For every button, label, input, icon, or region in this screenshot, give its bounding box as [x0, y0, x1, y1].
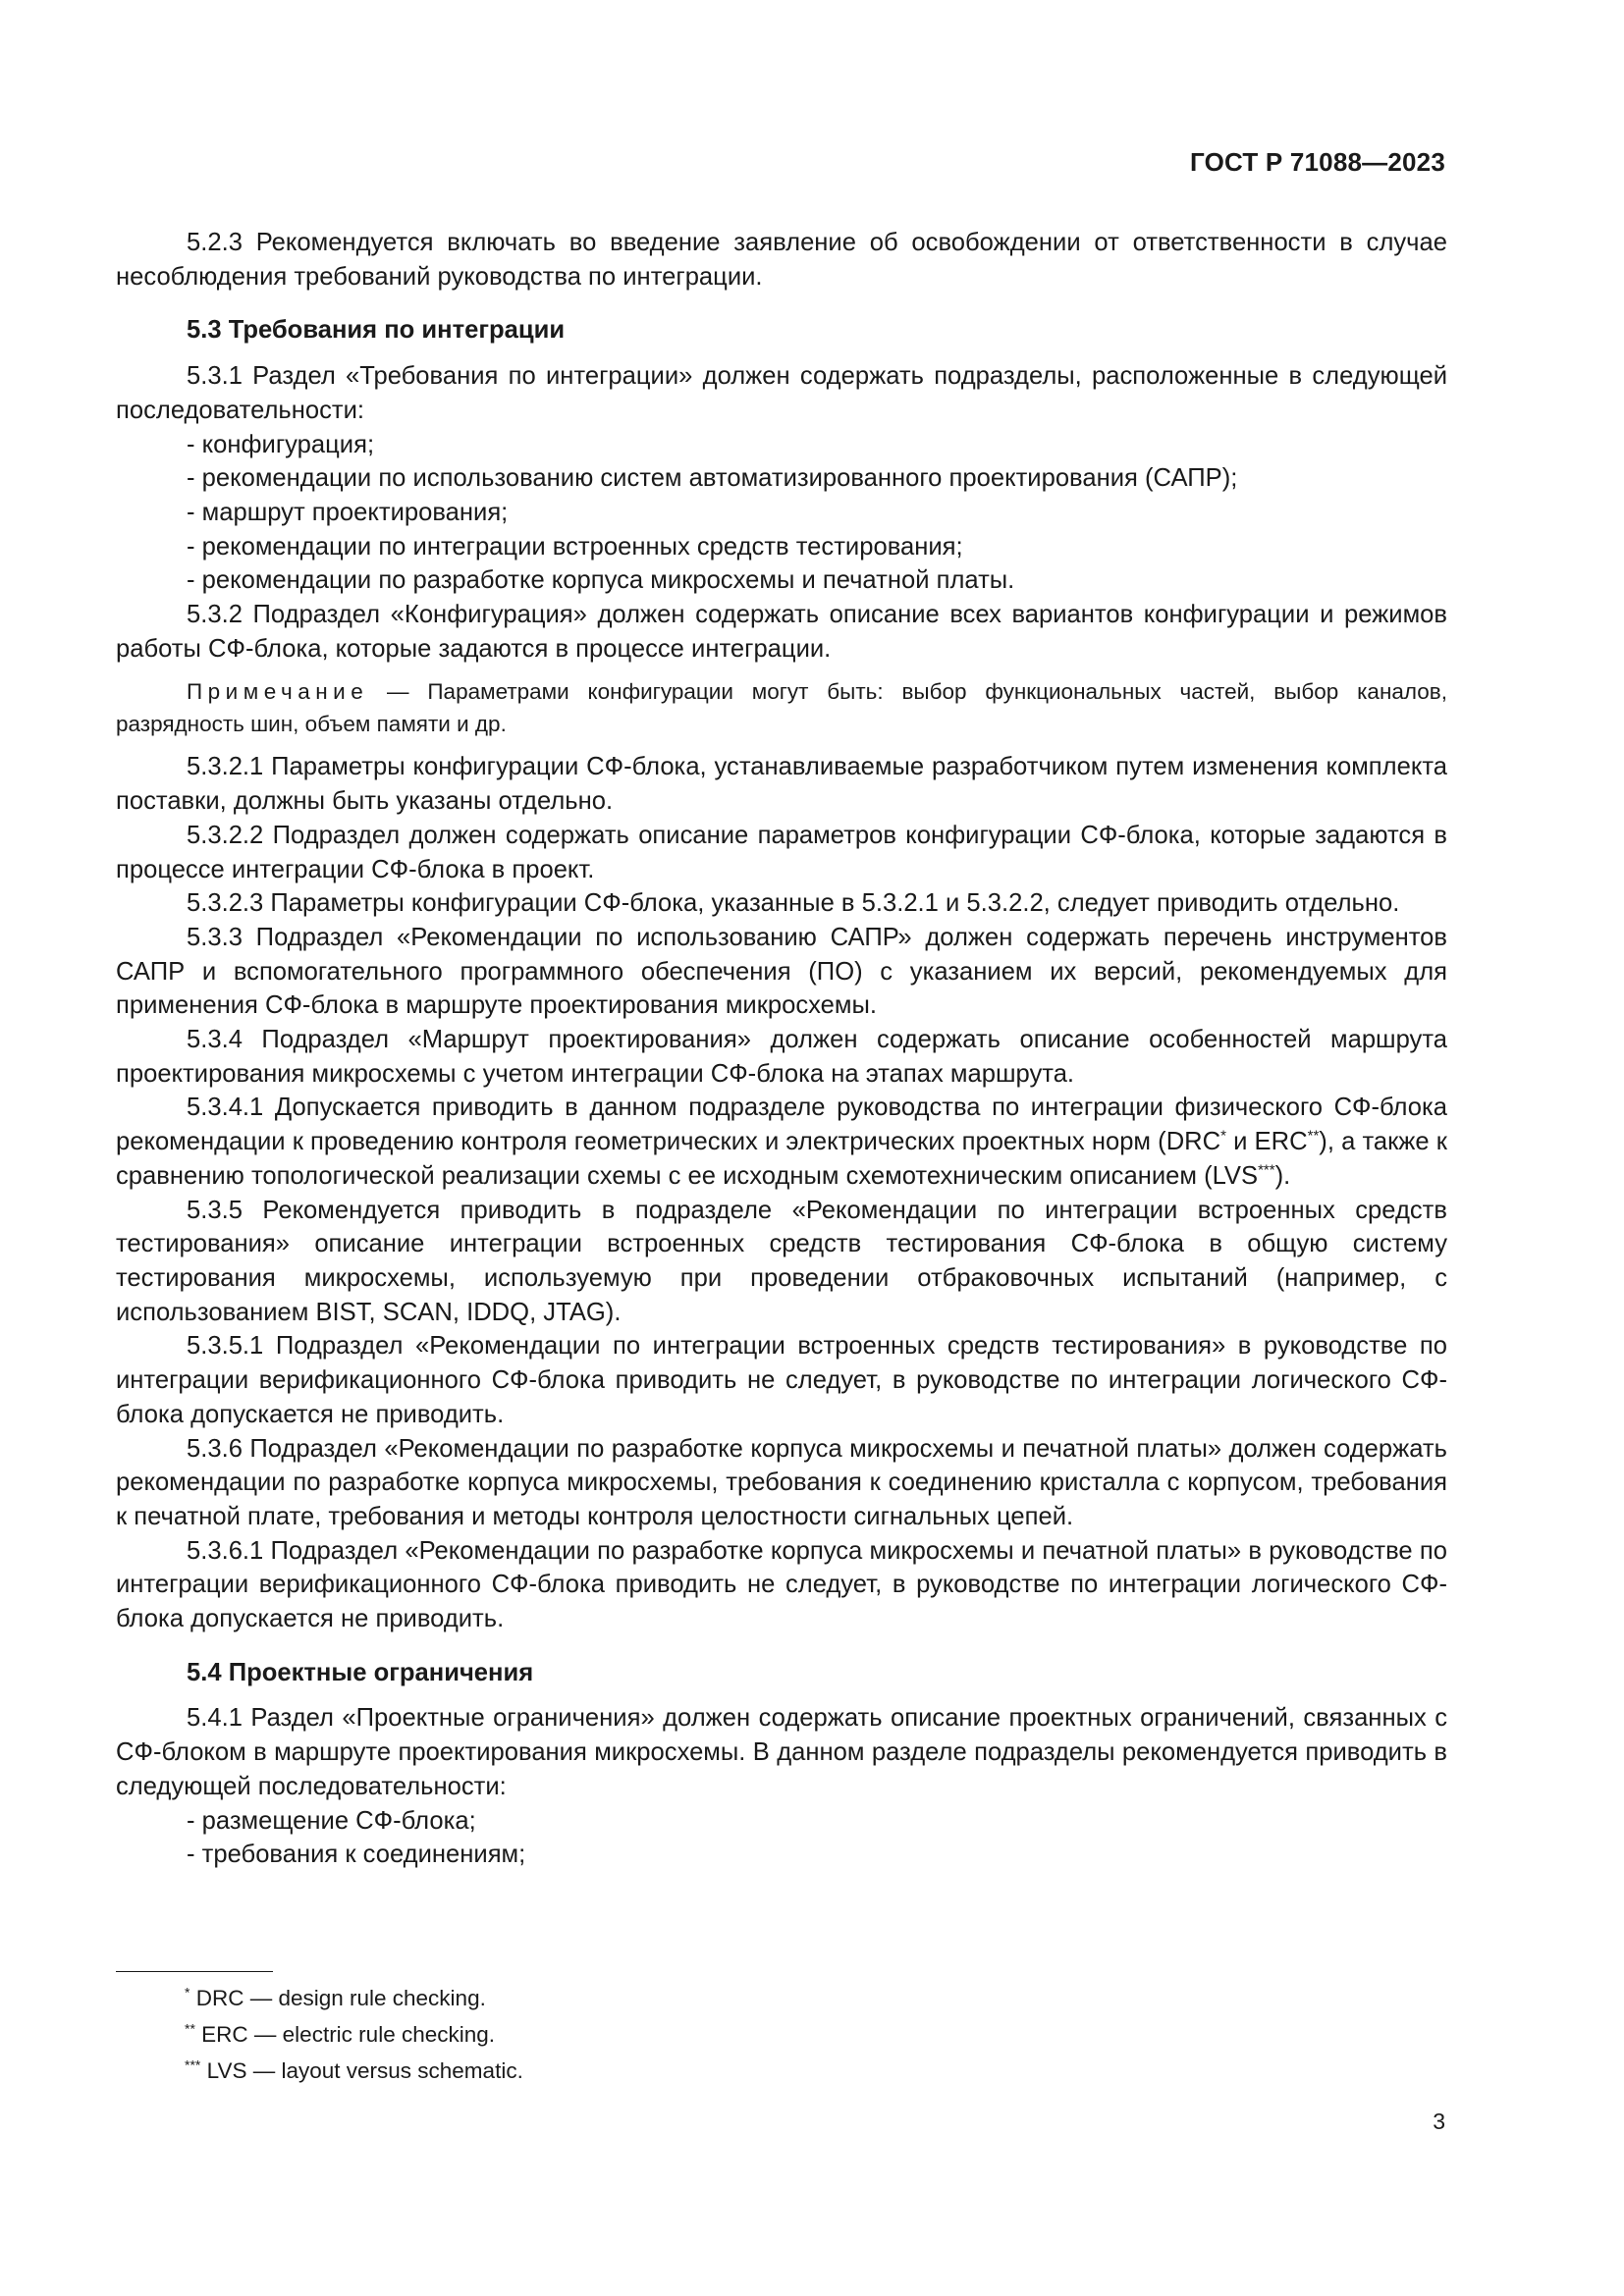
footnote-divider: [116, 1971, 273, 1972]
footnote-text: DRC — design rule checking.: [189, 1986, 486, 2010]
list-item: - рекомендации по использованию систем автоматизированного проектирования (САПР);: [187, 464, 1238, 493]
footnote: [185, 2017, 523, 2052]
note: [116, 675, 1447, 740]
footnote-mark: ***: [185, 2056, 201, 2073]
footnote-mark: **: [185, 2020, 195, 2037]
text-run: 5.3.4.1 Допускается приводить в данном подразделе руководства по интеграции физического СФ-блока рекомендации к проведению контроля геометрических и электрических проектных норм (DRC: [116, 1094, 1447, 1156]
footnote-text: LVS — layout versus schematic.: [200, 2058, 523, 2083]
note-text: — Параметрами конфигурации могут быть: выбор функциональных частей, выбор каналов, разрядность шин, объем памяти и др.: [116, 679, 1447, 737]
list-item: - размещение СФ-блока;: [187, 1806, 476, 1835]
document-body: [116, 226, 1447, 1872]
paragraph-5-3-2-1: 5.3.2.1 Параметры конфигурации СФ-блока, устанавливаемые разработчиком путем изменения комплекта поставки, должны быть указаны отдельно.: [116, 753, 1447, 816]
footnotes: [185, 1981, 523, 2090]
list-item: - маршрут проектирования;: [187, 498, 509, 526]
paragraph-5-3-5: 5.3.5 Рекомендуется приводить в подразделе «Рекомендации по интеграции встроенных средств тестирования» описание интеграции встроенных средств тестирования СФ-блока в общую систему тестирования микросхемы, используемую при проведении отбраковочных испытаний (например, с использованием BIST, SCAN, IDDQ, JTAG).: [116, 1196, 1447, 1326]
footnote-ref: **: [1307, 1127, 1320, 1145]
paragraph-5-3-3: 5.3.3 Подраздел «Рекомендации по использованию САПР» должен содержать перечень инструментов САПР и вспомогательного программного обеспечения (ПО) с указанием их версий, рекомендуемых для применения СФ-блока в маршруте проектирования микросхемы.: [116, 923, 1447, 1020]
footnote: [185, 1981, 523, 2015]
footnote-ref: *: [1220, 1127, 1226, 1145]
text-run: ).: [1274, 1161, 1291, 1190]
footnote-ref: ***: [1258, 1161, 1275, 1179]
footnote: [185, 2054, 523, 2088]
text-run: ), а также к сравнению топологической реализации схемы с ее исходным схемотехническим описанием (LVS: [116, 1128, 1447, 1190]
paragraph-5-3-6-1: 5.3.6.1 Подраздел «Рекомендации по разработке корпуса микросхемы и печатной платы» в руководстве по интеграции верификационного СФ-блока приводить не следует, в руководстве по интеграции логического СФ-блока допускается не приводить.: [116, 1536, 1447, 1633]
page-number: 3: [1433, 2109, 1445, 2134]
note-label: Примечание: [187, 679, 369, 705]
paragraph-5-4-1: 5.4.1 Раздел «Проектные ограничения» должен содержать описание проектных ограничений, связанных с СФ-блоком в маршруте проектирования микросхемы. В данном разделе подразделы рекомендуется приводить в следующей последовательности:: [116, 1704, 1447, 1800]
footnote-mark: *: [185, 1984, 190, 2001]
paragraph-5-3-2-2: 5.3.2.2 Подраздел должен содержать описание параметров конфигурации СФ-блока, которые задаются в процессе интеграции СФ-блока в проект.: [116, 821, 1447, 883]
list-item: - рекомендации по интеграции встроенных средств тестирования;: [187, 532, 963, 561]
paragraph-5-3-2: 5.3.2 Подраздел «Конфигурация» должен содержать описание всех вариантов конфигурации и режимов работы СФ-блока, которые задаются в процессе интеграции.: [116, 601, 1447, 663]
text-run: и ERC: [1225, 1128, 1308, 1156]
list-item: - конфигурация;: [187, 430, 375, 458]
paragraph-5-3-2-3: 5.3.2.3 Параметры конфигурации СФ-блока, указанные в 5.3.2.1 и 5.3.2.2, следует приводить отдельно.: [187, 889, 1400, 918]
paragraph-5-2-3: 5.2.3 Рекомендуется включать во введение заявление об освобождении от ответственности в случае несоблюдения требований руководства по интеграции.: [116, 229, 1447, 291]
paragraph-5-3-4-1: [116, 1091, 1447, 1193]
footnote-text: ERC — electric rule checking.: [194, 2022, 496, 2047]
list-item: - рекомендации по разработке корпуса микросхемы и печатной платы.: [187, 566, 1015, 595]
paragraph-5-3-5-1: 5.3.5.1 Подраздел «Рекомендации по интеграции встроенных средств тестирования» в руководстве по интеграции верификационного СФ-блока приводить не следует, в руководстве по интеграции логического СФ-блока допускается не приводить.: [116, 1332, 1447, 1428]
standard-designation: ГОСТ Р 71088—2023: [1190, 147, 1445, 177]
section-heading-5-3: 5.3 Требования по интеграции: [187, 316, 566, 345]
section-heading-5-4: 5.4 Проектные ограничения: [187, 1658, 534, 1686]
paragraph-5-3-4: 5.3.4 Подраздел «Маршрут проектирования» должен содержать описание особенностей маршрута проектирования микросхемы с учетом интеграции СФ-блока на этапах маршрута.: [116, 1026, 1447, 1088]
paragraph-5-3-1: 5.3.1 Раздел «Требования по интеграции» должен содержать подразделы, расположенные в следующей последовательности:: [116, 362, 1447, 424]
list-item: - требования к соединениям;: [187, 1841, 526, 1869]
paragraph-5-3-6: 5.3.6 Подраздел «Рекомендации по разработке корпуса микросхемы и печатной платы» должен содержать рекомендации по разработке корпуса микросхемы, требования к соединению кристалла с корпусом, требования к печатной плате, требования и методы контроля целостности сигнальных цепей.: [116, 1434, 1447, 1530]
